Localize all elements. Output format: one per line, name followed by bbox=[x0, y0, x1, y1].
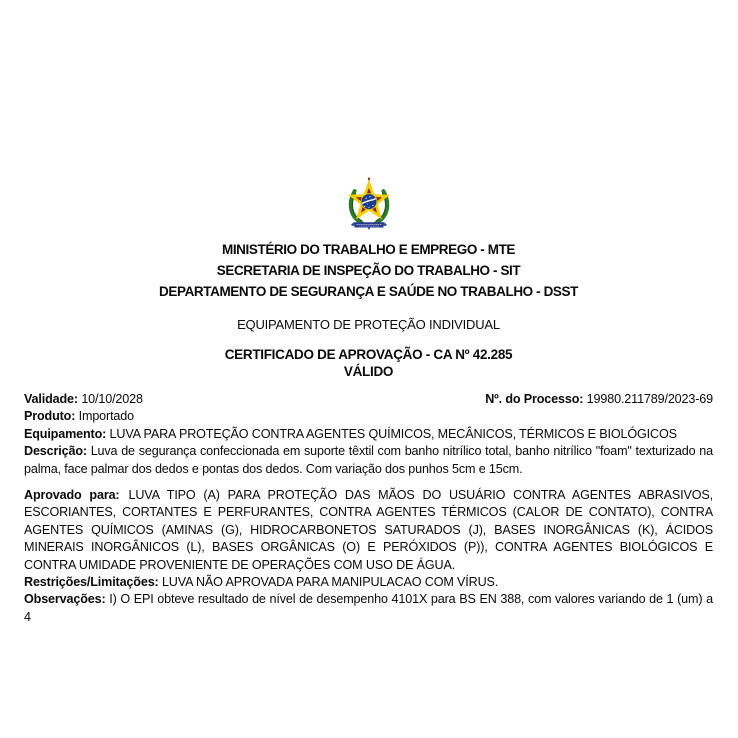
org-line-secretary: SECRETARIA DE INSPEÇÃO DO TRABALHO - SIT bbox=[216, 263, 521, 278]
processo-label: Nº. do Processo: bbox=[485, 392, 584, 406]
restricoes-label: Restrições/Limitações: bbox=[24, 575, 159, 590]
field-processo bbox=[485, 391, 713, 408]
aprovado-label: Aprovado para: bbox=[24, 488, 120, 503]
aprovado-value: LUVA TIPO (A) PARA PROTEÇÃO DAS MÃOS DO USUÁRIO CONTRA AGENTES ABRASIVOS, ESCORIANTES, CORTANTES E PERFURANTES, CONTRA AGENTES TÉRMICOS (CALOR DE CONTATO), CONTRA AGENTES QUÍMICOS (AMINAS (G), HIDROCARBONETOS SATURADOS (J), BASES INORGÂNICAS (K), ÁCIDOS MINERAIS INORGÂNICOS (L), BASES ORGÂNICAS (O) E PERÓXIDOS (P)), CONTRA AGENTES BIOLÓGICOS E CONTRA UMIDADE PROVENIENTE DE OPERAÇÕES COM USO DE ÁGUA. bbox=[24, 488, 713, 572]
field-observacoes bbox=[24, 591, 713, 626]
descricao-label: Descrição: bbox=[24, 444, 87, 459]
field-descricao bbox=[24, 443, 713, 478]
org-line-ministry: MINISTÉRIO DO TRABALHO E EMPREGO - MTE bbox=[221, 242, 516, 257]
clipped-text-region bbox=[24, 591, 713, 624]
document-subtitle: EQUIPAMENTO DE PROTEÇÃO INDIVIDUAL bbox=[237, 317, 500, 332]
field-aprovado-para bbox=[24, 487, 713, 574]
org-line-department: DEPARTAMENTO DE SEGURANÇA E SAÚDE NO TRABALHO - DSST bbox=[159, 284, 578, 299]
certificate-fields bbox=[24, 391, 713, 624]
field-row-validade-processo bbox=[24, 391, 713, 408]
observacoes-value: I) O EPI obteve resultado de nível de desempenho 4101X para BS EN 388, com valores variando de 1 (um) a 4 bbox=[24, 592, 713, 624]
equipamento-label: Equipamento: bbox=[24, 426, 107, 441]
field-validade bbox=[24, 391, 143, 408]
validade-label: Validade: bbox=[24, 392, 78, 406]
field-produto bbox=[24, 408, 713, 425]
produto-value: Importado bbox=[78, 409, 134, 424]
certificate-title-block bbox=[24, 347, 713, 380]
equipamento-value: LUVA PARA PROTEÇÃO CONTRA AGENTES QUÍMICOS, MECÂNICOS, TÉRMICOS E BIOLÓGICOS bbox=[109, 426, 677, 441]
field-restricoes bbox=[24, 574, 713, 591]
certificate-title: CERTIFICADO DE APROVAÇÃO - CA Nº 42.285 bbox=[224, 347, 513, 362]
processo-value: 19980.211789/2023-69 bbox=[586, 392, 713, 406]
descricao-value: Luva de segurança confeccionada em suporte têxtil com banho nitrílico total, banho nitrílico "foam" texturizado na palma, face palmar dos dedos e pontas dos dedos. Com variação dos punhos 5cm e 15cm. bbox=[24, 444, 713, 476]
restricoes-value: LUVA NÃO APROVADA PARA MANIPULACAO COM VÍRUS. bbox=[161, 575, 499, 590]
observacoes-label: Observações: bbox=[24, 592, 106, 607]
organization-header bbox=[24, 239, 713, 302]
produto-label: Produto: bbox=[24, 409, 76, 424]
brazil-coat-of-arms-icon bbox=[345, 177, 393, 231]
validade-value: 10/10/2028 bbox=[81, 392, 143, 406]
status-valid: VÁLIDO bbox=[343, 363, 394, 379]
field-equipamento bbox=[24, 426, 713, 443]
emblem-container bbox=[24, 0, 713, 231]
